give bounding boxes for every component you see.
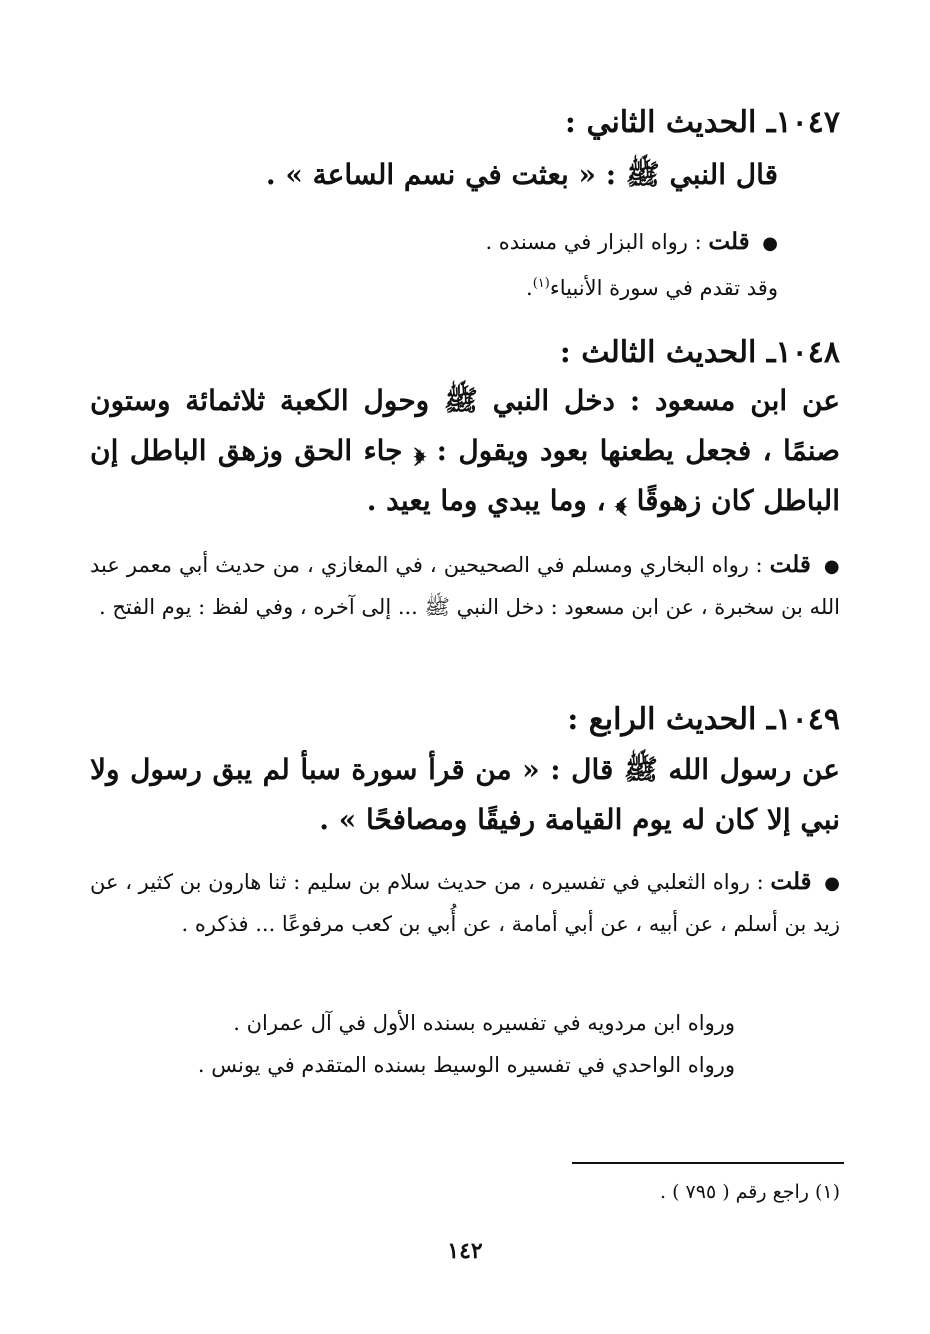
note-1049 bbox=[90, 862, 840, 944]
note-end: . bbox=[526, 276, 533, 300]
note-text: : رواه البزار في مسنده . bbox=[485, 230, 702, 254]
note-text: : رواه البخاري ومسلم في الصحيحين ، في المغازي ، من حديث أبي معمر عبد الله بن سخبرة ، عن ابن مسعود : دخل النبي ﷺ ... إلى آخره ، وفي لفظ : يوم الفتح . bbox=[90, 553, 840, 619]
footnote: (١) راجع رقم ( ٧٩٥ ) . bbox=[660, 1181, 840, 1203]
note-label: قلت bbox=[770, 868, 812, 895]
note-1049-line2: ورواه ابن مردويه في تفسيره بسنده الأول في آل عمران . bbox=[233, 1011, 735, 1035]
note-1049-line3: ورواه الواحدي في تفسيره الوسيط بسنده المتقدم في يونس . bbox=[197, 1053, 735, 1077]
note-text: وقد تقدم في سورة الأنبياء bbox=[549, 276, 778, 300]
heading-1049: ١٠٤٩ـ الحديث الرابع : bbox=[567, 702, 840, 737]
heading-1048: ١٠٤٨ـ الحديث الثالث : bbox=[559, 335, 840, 370]
hadith-text-1047: قال النبي ﷺ : « بعثت في نسم الساعة » . bbox=[265, 158, 778, 191]
page-number: ١٤٢ bbox=[447, 1238, 483, 1264]
hadith-text-1049: عن رسول الله ﷺ قال : « من قرأ سورة سبأ لم يبق رسول ولا نبي إلا كان له يوم القيامة رفيقًا ومصافحًا » . bbox=[90, 753, 840, 836]
note-1047 bbox=[90, 222, 840, 264]
note-label: قلت bbox=[708, 228, 750, 255]
bullet-icon: ● bbox=[824, 873, 840, 894]
note-1048 bbox=[90, 545, 840, 627]
note-label: قلت bbox=[769, 551, 811, 578]
bullet-icon: ● bbox=[823, 556, 840, 577]
heading-1047: ١٠٤٧ـ الحديث الثاني : bbox=[564, 105, 840, 140]
note-1047-line2 bbox=[90, 264, 840, 308]
bullet-icon: ● bbox=[762, 233, 778, 254]
hadith-text-1048: عن ابن مسعود : دخل النبي ﷺ وحول الكعبة ثلاثمائة وستون صنمًا ، فجعل يطعنها بعود ويقول : ﴿ جاء الحق وزهق الباطل إن الباطل كان زهوقًا ﴾ ، وما يبدي وما يعيد . bbox=[90, 384, 840, 517]
note-text: : رواه الثعلبي في تفسيره ، من حديث سلام بن سليم : ثنا هارون بن كثير ، عن زيد بن أسلم ، عن أبيه ، عن أبي أمامة ، عن أُبي بن كعب مرفوعًا ... فذكره . bbox=[90, 870, 840, 936]
footnote-divider bbox=[572, 1162, 844, 1164]
footnote-reference: (١) bbox=[532, 276, 550, 291]
